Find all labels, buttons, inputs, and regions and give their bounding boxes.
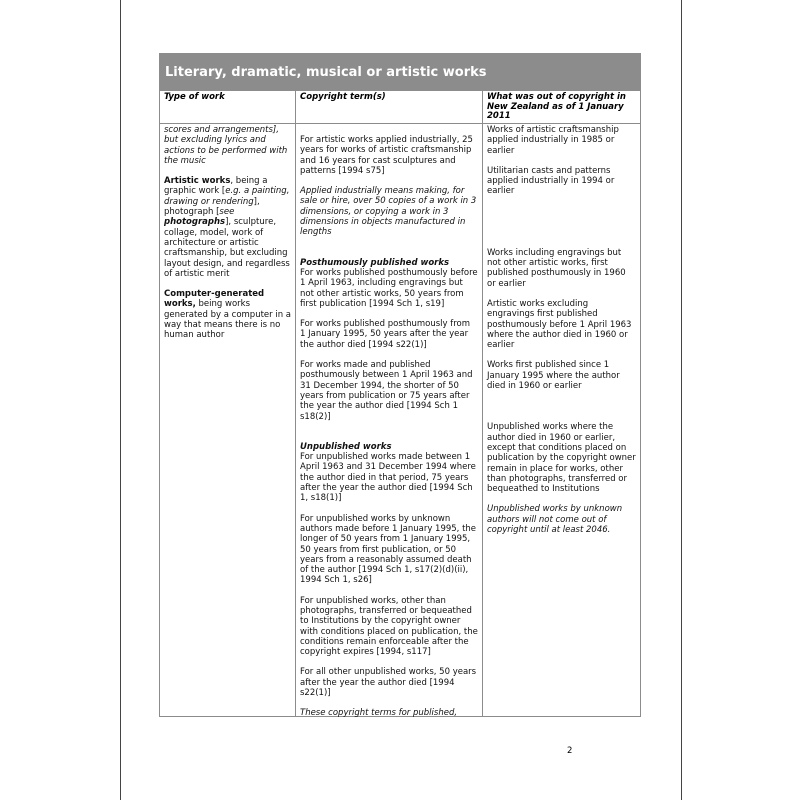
term-applied-definition: Applied industrially means making, for sale or hire, over 50 copies of a work in 3 dimensions, or copying a work in 3 dimensions in objects manufactured in lengths [300,186,477,238]
out-unpublished: Unpublished works where the author died in 1960 or earlier, except that conditions placed on publication by the copyright owner remain in place for works, other than photographs, transferred or bequeathed to Institutions [487,422,636,495]
artistic-text-e: photographs [164,217,226,228]
copyright-table [159,53,641,717]
table-body-row [160,124,640,717]
out-casts-patterns: Utilitarian casts and patterns applied industrially in 1994 or earlier [487,165,615,197]
artistic-works-text [164,176,291,279]
artistic-text-f: ], sculpture, collage, model, work of architecture or artistic craftsmanship, but excluding layout design, and regardless of artistic merit [164,217,290,279]
copyright-terms-cell [296,124,483,717]
type-text [164,125,291,166]
term-posthumous-pre1963: For works published posthumously before 1 April 1963, including engravings but not other artistic works, 50 years from first publication [1994 Sch 1, s19] [300,267,478,309]
artistic-text-b: e.g. a painting, drawing or rendering [164,186,290,207]
header-out-of-copyright: What was out of copyright in New Zealand as of 1 January 2011 [487,92,626,121]
table-header-row [160,91,640,124]
term-applied-industrially: For artistic works applied industrially, 25 years for works of artistic craftsmanship and 16 years for cast sculptures and patterns [1994 s75] [300,135,473,176]
term-posthumous-post1995: For works published posthumously from 1 January 1995, 50 years after the year the author died [1994 s22(1)] [300,319,471,350]
document-page [120,0,682,800]
posthumous-heading: Posthumously published works [300,257,450,268]
header-type-of-work: Type of work [160,91,296,123]
header-copyright-terms: Copyright term(s) [296,91,483,123]
out-engravings-posthumous: Works including engravings but not other artistic works, first published posthumously in 1960 or earlier [487,247,626,289]
out-craftsmanship: Works of artistic craftsmanship applied industrially in 1985 or earlier [487,125,619,156]
artistic-text-d: see [219,207,235,218]
term-posthumous-1963-1994: For works made and published posthumously between 1 April 1963 and 31 December 1994, the shorter of 50 years from publication or 75 years after the year the author died [1994 Sch 1 s18(2)] [300,360,473,422]
unpublished-heading: Unpublished works [300,441,392,452]
term-unpublished-1963-1994: For unpublished works made between 1 April 1963 and 31 December 1994 where the author died in that period, 75 years after the year the author died [1994 Sch 1, s18(1)] [300,452,476,504]
out-of-copyright-cell [483,124,640,717]
music-continuation-text: scores and arrangements], but excluding lyrics and actions to be performed with the music [164,125,288,166]
out-first-published-1995: Works first published since 1 January 1995 where the author died in 1960 or earlier [487,360,620,392]
term-unpublished-institutions: For unpublished works, other than photographs, transferred or bequeathed to Institutions by the copyright owner with conditions placed on publication, the conditions remain enforceable after the copyright expires [1994, s117] [300,595,478,658]
computer-generated-desc: being works generated by a computer in a way that means there is no human author [164,299,291,341]
out-unknown-authors-note: Unpublished works by unknown authors will not come out of copyright until at least 2046. [487,504,623,536]
computer-generated-text [164,289,291,340]
term-continuation: These copyright terms for published, [300,708,458,717]
artistic-text-a: , being a graphic work [ [164,176,268,197]
type-of-work-cell [160,124,296,717]
term-unpublished-other: For all other unpublished works, 50 years after the year the author died [1994 s22(1)] [300,667,477,699]
term-unpublished-unknown-authors: For unpublished works by unknown authors made before 1 January 1995, the longer of 50 years from 1 January 1995, 50 years from first publication, or 50 years from a reasonably assumed death of the author [1994 Sch 1, s17(2)(d)(ii), 1994 Sch 1, s26] [300,513,477,586]
out-artistic-posthumous: Artistic works excluding engravings first published posthumously before 1 April 1963 where the author died in 1960 or earlier [487,298,632,351]
posthumous-block [300,258,478,309]
table-title: Literary, dramatic, musical or artistic works [160,54,640,91]
computer-generated-label: Computer-generated works, [164,289,265,310]
artistic-works-label: Artistic works [164,176,231,187]
artistic-text-c: ], photograph [ [164,196,260,218]
page-number: 2 [567,746,573,756]
unpublished-block [300,442,478,504]
